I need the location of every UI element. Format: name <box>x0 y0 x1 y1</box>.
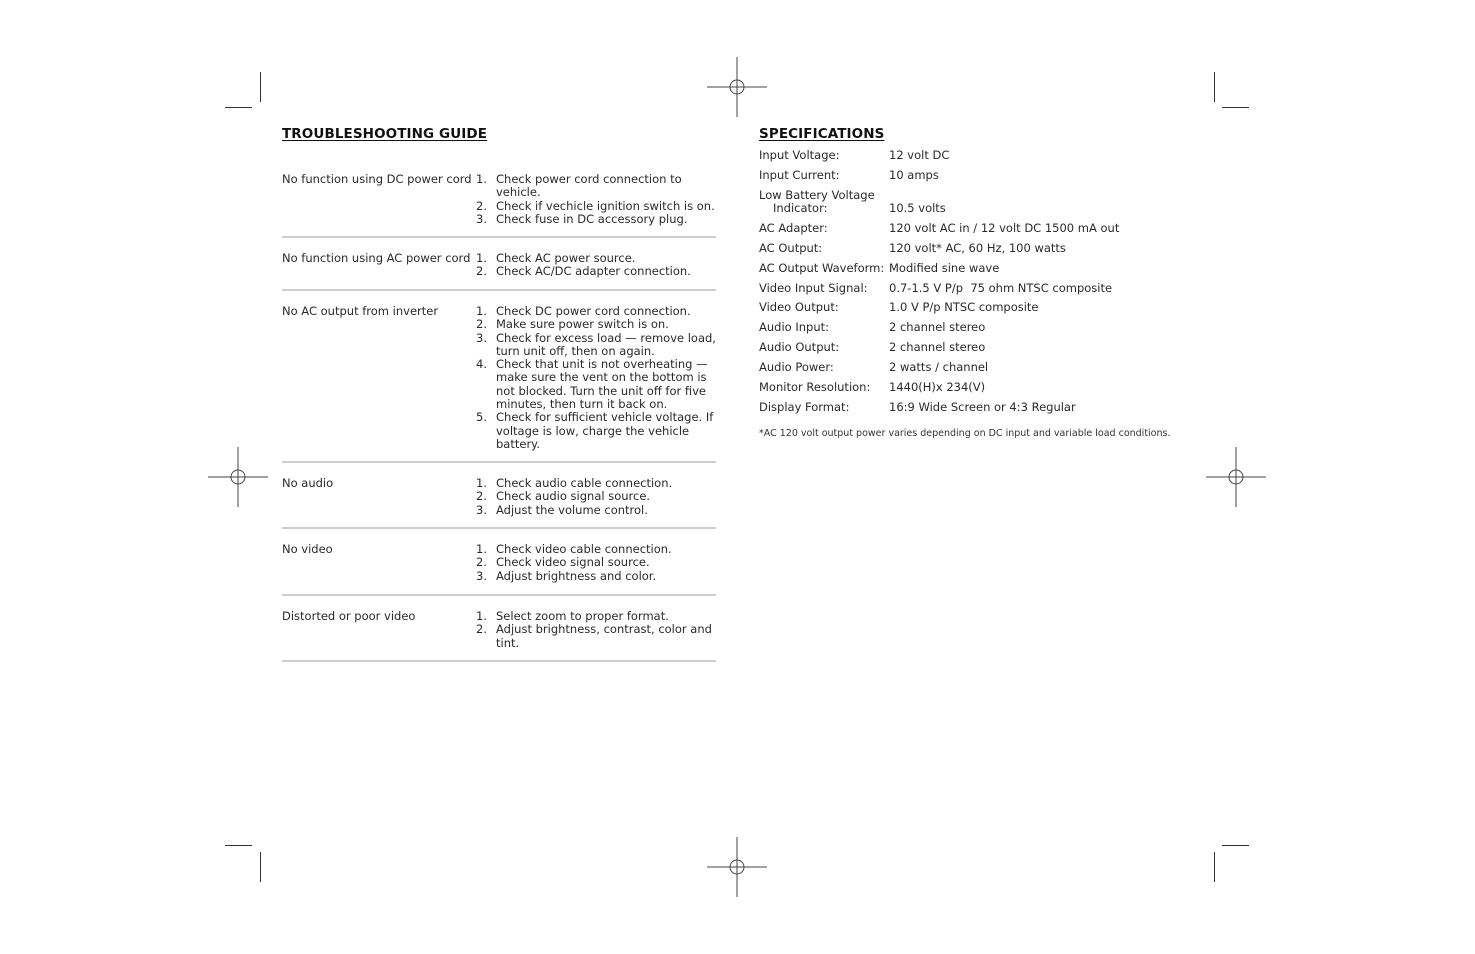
spec-label: Input Voltage: <box>759 148 840 162</box>
troubleshooting-row <box>282 252 716 291</box>
spec-value: 120 volt AC in / 12 volt DC 1500 mA out <box>889 221 1120 235</box>
solution-step: 1. Check DC power cord connection. <box>476 304 691 318</box>
spec-value: 12 volt DC <box>889 148 950 162</box>
spec-label: Display Format: <box>759 400 850 414</box>
solution-step: 3. Check for excess load — remove load, turn unit off, then on again. <box>476 330 716 358</box>
solution-step: 2. Adjust brightness, contrast, color and tint. <box>476 622 712 650</box>
solution-step: 3. Check fuse in DC accessory plug. <box>476 211 688 226</box>
spec-row <box>759 169 1189 183</box>
solution-step: 3. Adjust brightness and color. <box>476 568 657 583</box>
spec-value: 2 channel stereo <box>889 340 986 354</box>
troubleshooting-title: TROUBLESHOOTING GUIDE <box>282 126 488 142</box>
troubleshooting-row <box>282 610 716 662</box>
problem-label: Distorted or poor video <box>282 609 416 623</box>
solution-list <box>476 305 716 451</box>
solution-step: 2. Check audio signal source. <box>476 489 651 504</box>
registration-mark-icon <box>1206 447 1266 507</box>
problem-label: No function using AC power cord <box>282 251 471 265</box>
spec-row <box>759 361 1189 375</box>
spec-row <box>759 242 1189 256</box>
solution-step: 4. Check that unit is not overheating — make sure the vent on the bottom is not blocked. Turn the unit off for five minutes, then turn it back on. <box>476 357 708 412</box>
spec-label <box>759 189 887 215</box>
spec-value: 10 amps <box>889 168 939 182</box>
spec-row <box>759 149 1189 163</box>
spec-label-line: Indicator: <box>773 201 828 215</box>
problem-label: No video <box>282 542 333 556</box>
solution-list <box>476 173 716 226</box>
solution-step: 1. Check AC power source. <box>476 251 636 265</box>
solution-step: 1. Select zoom to proper format. <box>476 609 669 623</box>
crop-mark <box>260 72 261 102</box>
solution-step: 2. Check AC/DC adapter connection. <box>476 264 691 279</box>
troubleshooting-row <box>282 477 716 529</box>
solution-list <box>476 477 716 517</box>
solution-list <box>476 543 716 583</box>
solution-list <box>476 252 716 279</box>
solution-step: 1. Check audio cable connection. <box>476 476 673 490</box>
spec-label: Video Input Signal: <box>759 281 868 295</box>
spec-label: Video Output: <box>759 300 839 314</box>
troubleshooting-row <box>282 173 716 238</box>
crop-mark <box>225 107 252 108</box>
spec-row <box>759 341 1189 355</box>
spec-label: Audio Power: <box>759 360 834 374</box>
spec-row <box>759 321 1189 335</box>
spec-row <box>759 222 1189 236</box>
specifications-title: SPECIFICATIONS <box>759 126 885 142</box>
crop-mark <box>1222 107 1249 108</box>
spec-row <box>759 189 1189 216</box>
spec-label: Audio Input: <box>759 320 829 334</box>
spec-label: Audio Output: <box>759 340 840 354</box>
spec-label: AC Output Waveform: <box>759 261 885 275</box>
crop-mark <box>1214 852 1215 882</box>
spec-value: 0.7-1.5 V P/p 75 ohm NTSC composite <box>889 281 1113 295</box>
spec-row <box>759 401 1189 415</box>
registration-mark-icon <box>707 837 767 897</box>
spec-footnote: *AC 120 volt output power varies depending on DC input and variable load conditions. <box>759 428 1171 439</box>
registration-mark-icon <box>208 447 268 507</box>
solution-step: 2. Check video signal source. <box>476 555 650 570</box>
spec-row <box>759 282 1189 296</box>
troubleshooting-row <box>282 305 716 463</box>
spec-label: Monitor Resolution: <box>759 380 871 394</box>
solution-list <box>476 610 716 650</box>
troubleshooting-row <box>282 543 716 596</box>
problem-label: No audio <box>282 476 334 490</box>
solution-step: 1. Check video cable connection. <box>476 542 672 556</box>
problem-label: No AC output from inverter <box>282 304 439 318</box>
solution-step: 1. Check power cord connection to vehicle. <box>476 172 682 200</box>
solution-step: 2. Check if vechicle ignition switch is on. <box>476 198 715 213</box>
registration-mark-icon <box>707 57 767 117</box>
spec-value: 16:9 Wide Screen or 4:3 Regular <box>889 400 1076 414</box>
spec-value: 1440(H)x 234(V) <box>889 380 986 394</box>
spec-value: 120 volt* AC, 60 Hz, 100 watts <box>889 241 1066 255</box>
spec-row <box>759 262 1189 276</box>
problem-label: No function using DC power cord <box>282 172 472 186</box>
spec-label: AC Adapter: <box>759 221 828 235</box>
solution-step: 2. Make sure power switch is on. <box>476 317 669 332</box>
spec-value: 10.5 volts <box>889 201 946 215</box>
solution-step: 3. Adjust the volume control. <box>476 502 648 517</box>
spec-label-line: Low Battery Voltage <box>759 188 875 202</box>
spec-value: Modified sine wave <box>889 261 1000 275</box>
spec-label: AC Output: <box>759 241 823 255</box>
crop-mark <box>225 845 252 846</box>
spec-value: 2 watts / channel <box>889 360 989 374</box>
spec-row <box>759 301 1189 315</box>
crop-mark <box>1222 845 1249 846</box>
spec-value: 1.0 V P/p NTSC composite <box>889 300 1039 314</box>
spec-value: 2 channel stereo <box>889 320 986 334</box>
crop-mark <box>260 852 261 882</box>
crop-mark <box>1214 72 1215 102</box>
spec-row <box>759 381 1189 395</box>
spec-label: Input Current: <box>759 168 840 182</box>
solution-step: 5. Check for sufficient vehicle voltage. If voltage is low, charge the vehicle battery. <box>476 410 714 451</box>
